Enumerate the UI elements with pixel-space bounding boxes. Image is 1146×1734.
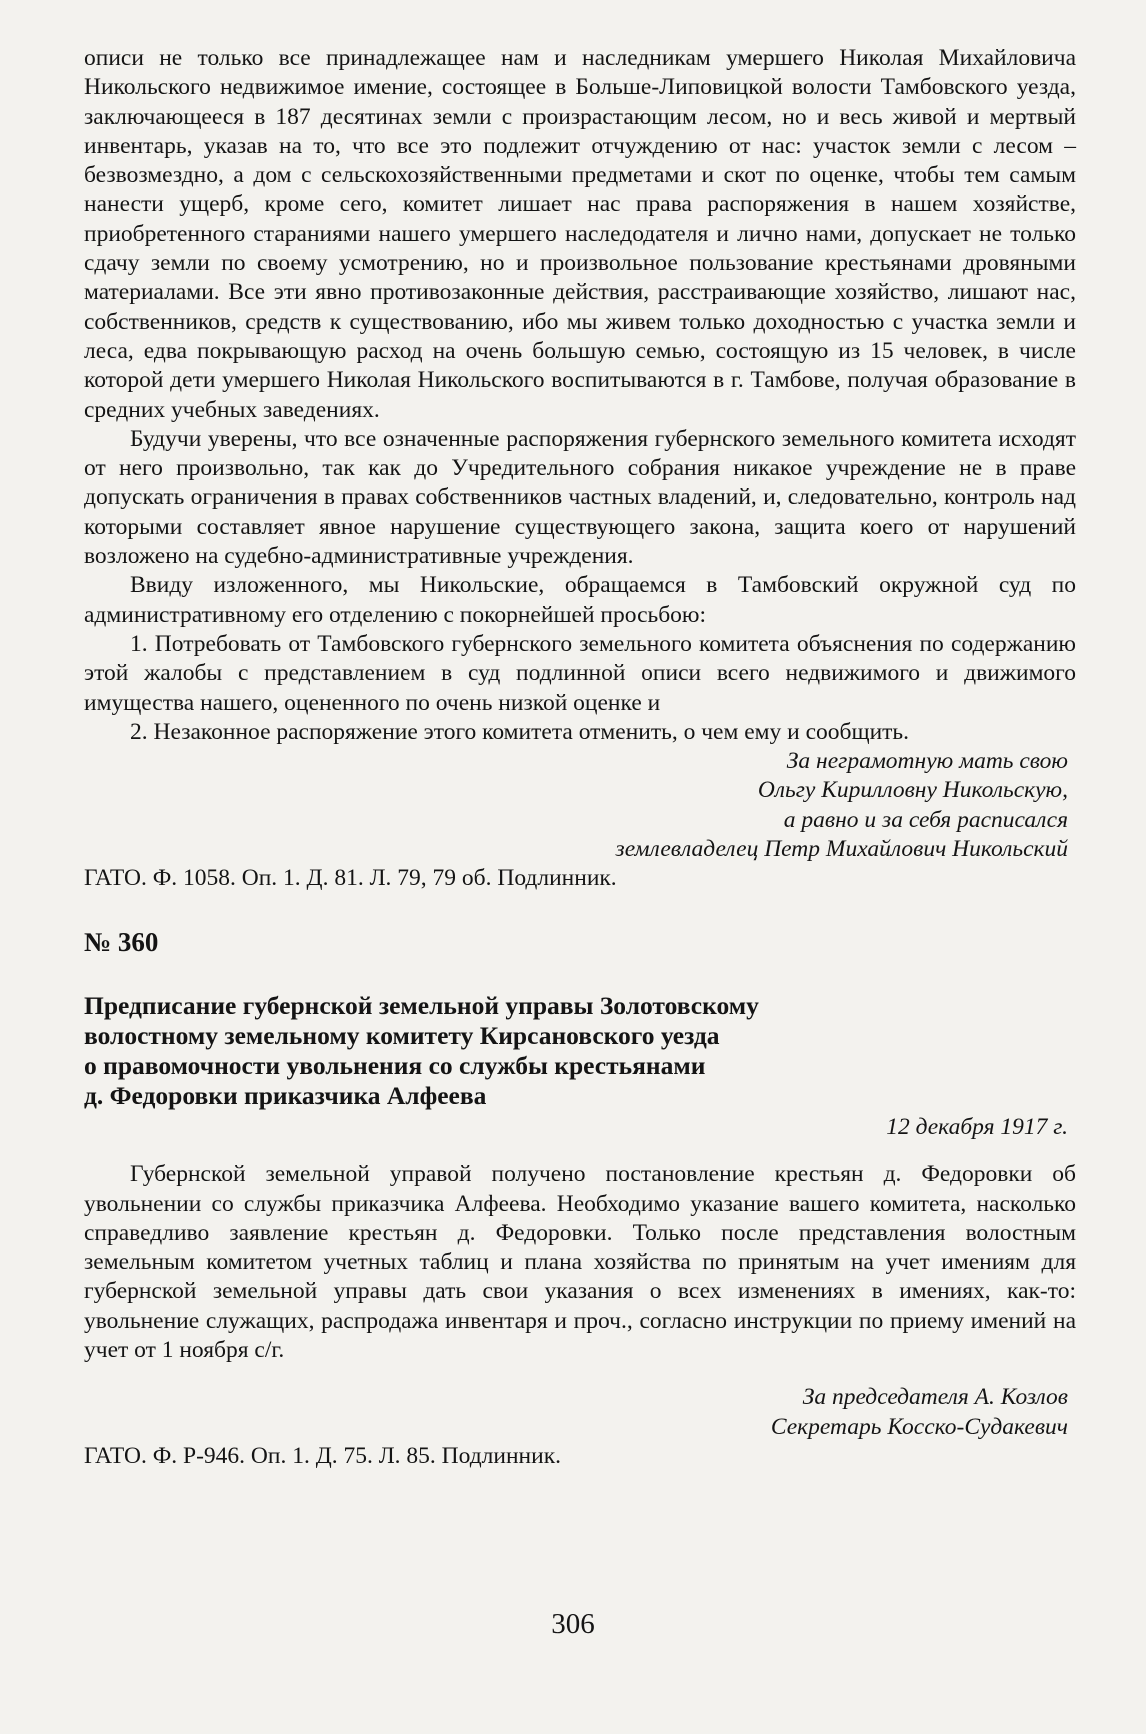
document-number: № 360: [84, 926, 159, 957]
document-title: [84, 991, 944, 1111]
signature-line: За председателя А. Козлов: [802, 1384, 1068, 1411]
doc1-paragraph-2: Будучи уверены, что все означенные распоряжения губернского земельного комитета исходят от него произвольно, так как до Учредительного собрания никакое учреждение не в праве допускать ограничения в правах собственников частных владений, и, следовательно, контроль над которыми составляет явное нарушение существующего закона, защита коего от нарушений возложено на судебно-административные учреждения.: [84, 425, 1076, 570]
title-line: о правомочности увольнения со службы крестьянами: [84, 1050, 706, 1080]
title-line: волостному земельному комитету Кирсановского уезда: [84, 1020, 720, 1050]
page-number: 306: [551, 1608, 595, 1640]
title-line: д. Федоровки приказчика Алфеева: [84, 1080, 487, 1110]
document-date: 12 декабря 1917 г.: [886, 1113, 1068, 1140]
doc1-request-item-1: 1. Потребовать от Тамбовского губернского земельного комитета объяснения по содержанию этой жалобы с представлением в суд подлинной описи всего недвижимого и движимого имущества нашего, оцененного по очень низкой оценке и: [84, 630, 1076, 716]
doc2-archive-reference: ГАТО. Ф. Р-946. Оп. 1. Д. 75. Л. 85. Подлинник.: [84, 1442, 561, 1469]
title-line: Предписание губернской земельной управы Золотовскому: [84, 990, 759, 1020]
signature-line: землевладелец Петр Михайлович Никольский: [615, 836, 1068, 863]
signature-line: Секретарь Косско-Судакевич: [770, 1413, 1068, 1440]
doc1-paragraph-1: описи не только все принадлежащее нам и наследникам умершего Николая Михайловича Никольского недвижимое имение, состоящее в Больше-Липовицкой волости Тамбовского уезда, заключающееся в 187 десятинах земли с произрастающим лесом, но и весь живой и мертвый инвентарь, указав на то, что все это подлежит отчуждению от нас: участок земли с лесом – безвозмездно, а дом с сельскохозяйственными предметами и скот по оценке, чтобы тем самым нанести ущерб, кроме сего, комитет лишает нас права распоряжения в нашем хозяйстве, приобретенного стараниями нашего умершего наследодателя и лично нами, допускает не только сдачу земли по своему усмотрению, но и произвольное пользование крестьянами дровяными материалами. Все эти явно противозаконные действия, расстраивающие хозяйство, лишают нас, собственников, средств к существованию, ибо мы живем только доходностью с участка земли и леса, едва покрывающую расход на очень большую семью, состоящую из 15 человек, в числе которой дети умершего Николая Никольского воспитываются в г. Тамбове, получая образование в средних учебных заведениях.: [84, 45, 1076, 423]
doc2-signature: [84, 1383, 1076, 1442]
signature-line: За неграмотную мать свою: [786, 748, 1068, 775]
doc1-request-item-2: 2. Незаконное распоряжение этого комитета отменить, о чем ему и сообщить.: [130, 718, 910, 745]
signature-line: Ольгу Кирилловну Никольскую,: [757, 777, 1068, 804]
doc2-body: Губернской земельной управой получено постановление крестьян д. Федоровки об увольнении со службы приказчика Алфеева. Необходимо указание вашего комитета, насколько справедливо заявление крестьян д. Федоровки. Только после представления волостным земельным комитетом учетных таблиц и плана хозяйства по принятым на учет имениям для губернской земельной управы дать свои указания о всех изменениях в имениях, как-то: увольнение служащих, распродажа инвентаря и проч., согласно инструкции по приему имений на учет от 1 ноября с/г.: [84, 1161, 1076, 1363]
doc1-signature: [84, 747, 1076, 864]
doc1-paragraph-3: Ввиду изложенного, мы Никольские, обращаемся в Тамбовский окружной суд по административному его отделению с покорнейшей просьбою:: [84, 572, 1076, 628]
page-content: [84, 44, 1076, 1471]
doc1-archive-reference: ГАТО. Ф. 1058. Оп. 1. Д. 81. Л. 79, 79 об. Подлинник.: [84, 865, 617, 892]
signature-line: а равно и за себя расписался: [783, 806, 1068, 833]
